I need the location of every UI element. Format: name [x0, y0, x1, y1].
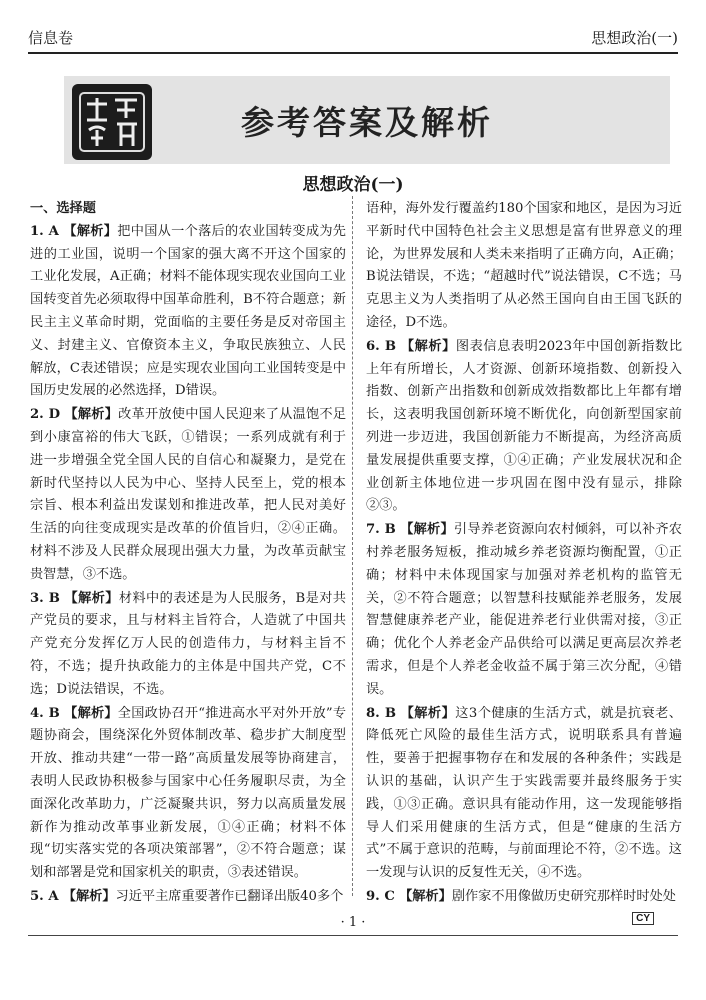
analysis-tag: 【解析】: [400, 522, 454, 538]
header-right-label: 思想政治(一): [591, 29, 678, 47]
answer-text: 全国政协召开“推进高水平对外开放”专题协商会，围绕深化外贸体制改革、稳步扩大制度型开放、推动共建“一带一路”高质量发展等协商建言，表明人民政协积极参与国家中心任务履职尽责，为全面深化改革助力，广泛凝聚共识，努力以高质量发展新作为推动改革事业新发展，①④正确；材料不体现“切实落实党的各项决策部署”，②不符合题意；谋划和部署是党和国家机关的职责，③表述错误。: [30, 705, 347, 881]
answer-item: [30, 703, 346, 885]
analysis-tag: 【解析】: [64, 407, 119, 423]
answer-text: 把中国从一个落后的农业国转变成为先进的工业国，说明一个国家的强大离不开这个国家的工业化发展，A正确；材料不能体现实现农业国向工业国转变首先必须取得中国革命胜利，B不符合题意；新民主主义革命时期，党面临的主要任务是反对帝国主义、封建主义、官僚资本主义，争取民族独立、人民解放，C表述错误；应是实现农业国向工业国转变是中国历史发展的必然选择，D错误。: [30, 223, 346, 399]
answer-number: 2. D: [30, 407, 61, 423]
answer-text: 改革开放使中国人民迎来了从温饱不足到小康富裕的伟大飞跃，①错误；一系列成就有利于进一步增强全党全国人民的自信心和凝聚力，是党在新时代坚持以人民为中心、坚持人民至上，党的根本宗旨、根本利益出发谋划和推进改革，把人民对美好生活的向往变成现实是改革的价值旨归，②④正确。材料不涉及人民群众展现出强大力量，为改革贡献宝贵智慧，③不选。: [30, 407, 347, 582]
logo-seal-icon: [77, 90, 147, 154]
section-label: 一、选择题: [30, 201, 96, 216]
answer-number: 7. B: [366, 522, 396, 538]
answer-item: [366, 703, 682, 885]
answer-number: 5. A: [30, 888, 59, 904]
answer-number: 9. C: [366, 888, 395, 904]
page-number: · 1 ·: [340, 915, 366, 930]
answer-text: 材料中的表述是为人民服务，B是对共产党员的要求，且与材料主旨符合，人造就了中国共产党充分发挥亿万人民的创造伟力，与材料主旨不符，不选；提升执政能力的主体是中国共产党，C不选；D说法错误，不选。: [30, 590, 346, 697]
analysis-tag: 【解析】: [63, 223, 118, 239]
publisher-mark: CY: [632, 912, 654, 925]
analysis-tag: 【解析】: [400, 338, 456, 354]
right-column: [366, 198, 682, 910]
answer-text: 图表信息表明2023年中国创新指数比上年有所增长，人才资源、创新环境指数、创新投入指数、创新产出指数和创新成效指数都比上年都有增长，这表明我国创新环境不断优化，向创新型国家前列进一步迈进，我国创新能力不断提高，为经济高质量发展提供重要支撑，①④正确；产业发展状况和企业创新主体地位进一步巩固在图中没有显示，排除②③。: [366, 338, 683, 514]
column-divider: [352, 196, 353, 896]
answer-text: 习近平主席重要著作已翻译出版40多个: [115, 888, 344, 904]
title-banner: [64, 76, 670, 164]
left-column: [30, 198, 346, 910]
answer-item: [30, 404, 346, 586]
answer-text: 剧作家不用像做历史研究那样时时处处: [451, 888, 676, 904]
analysis-tag: 【解析】: [400, 705, 456, 721]
answer-item: [30, 886, 346, 909]
publisher-logo: [72, 84, 152, 160]
answer-item: [366, 886, 682, 909]
answer-number: 1. A: [30, 223, 59, 239]
header-left-label: 信息卷: [28, 29, 74, 47]
bottom-rule: [28, 935, 678, 936]
page-header: [28, 22, 678, 54]
banner-title: 参考答案及解析: [241, 102, 493, 142]
analysis-tag: 【解析】: [64, 590, 119, 606]
answer-number: 3. B: [30, 590, 60, 606]
answer-number: 6. B: [366, 338, 397, 354]
analysis-tag: 【解析】: [399, 888, 452, 904]
answer-item: [366, 519, 682, 701]
answer-text: 这3个健康的生活方式，就是抗衰老、降低死亡风险的最佳生活方式，说明联系具有普遍性，要善于把握事物存在和发展的各种条件；实践是认识的基础，认识产生于实践需要并最终服务于实践，①③正确。意识具有能动作用，这一发现能够指导人们采用健康的生活方式，但是“健康的生活方式”不属于意识的范畴，与前面理论不符，②不选。这一发现与认识的反复性无关，④不选。: [366, 705, 682, 881]
analysis-tag: 【解析】: [62, 888, 116, 904]
answer-item: [366, 336, 682, 518]
answer-number: 8. B: [366, 705, 396, 721]
answer-text: 引导养老资源向农村倾斜，可以补齐农村养老服务短板，推动城乡养老资源均衡配置，①正确；材料中未体现国家与加强对养老机构的监管无关，②不符合题意；以智慧科技赋能养老服务，发展智慧健康养老产业，能促进养老行业供需对接，③正确；优化个人养老金产品供给可以满足更高层次养老需求，但是个人养老金收益不属于第三次分配，④错误。: [366, 522, 682, 697]
answer-item: [366, 198, 682, 335]
answer-item: [30, 588, 346, 702]
analysis-tag: 【解析】: [64, 705, 118, 721]
section-title: 思想政治(一): [302, 175, 404, 195]
answer-number: 4. B: [30, 705, 60, 721]
answer-text: 语种，海外发行覆盖约180个国家和地区，是因为习近平新时代中国特色社会主义思想是富有世界意义的理论，为世界发展和人类未来指明了正确方向，A正确；B说法错误，不选；“超越时代”说法错误，C不选；马克思主义为人类指明了从必然王国向自由王国飞跃的途径，D不选。: [366, 201, 682, 330]
answer-item: [30, 221, 346, 403]
